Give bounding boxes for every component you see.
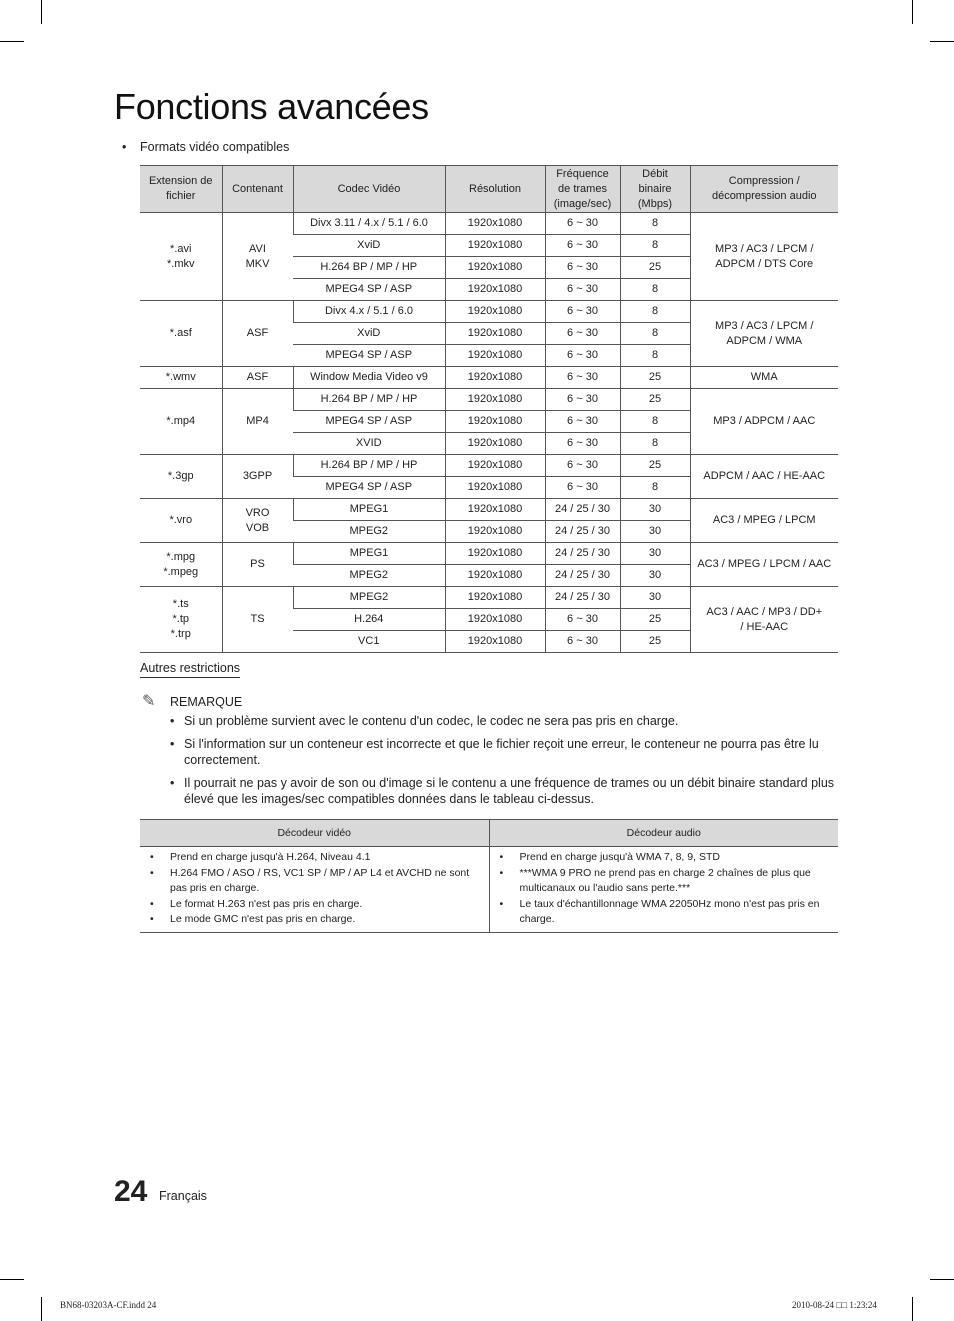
crop-mark [0,41,24,42]
codec-cell: H.264 BP / MP / HP [293,455,445,477]
framerate-cell: 6 ~ 30 [545,477,620,499]
table-row [140,213,838,235]
framerate-cell: 6 ~ 30 [545,411,620,433]
audio-decoder-cell [489,847,838,933]
framerate-cell: 24 / 25 / 30 [545,543,620,565]
bitrate-cell: 25 [620,257,690,279]
resolution-cell: 1920x1080 [445,499,545,521]
audio-cell: WMA [690,367,838,389]
bitrate-cell: 30 [620,499,690,521]
header-framerate: Fréquence de trames (image/sec) [545,166,620,213]
framerate-cell: 6 ~ 30 [545,609,620,631]
codec-cell: MPEG2 [293,587,445,609]
extension-cell: *.wmv [140,367,222,389]
resolution-cell: 1920x1080 [445,521,545,543]
bitrate-cell: 8 [620,323,690,345]
codec-cell: XviD [293,323,445,345]
audio-decoder-header: Décodeur audio [489,820,838,847]
framerate-cell: 6 ~ 30 [545,389,620,411]
header-bitrate: Débit binaire (Mbps) [620,166,690,213]
codec-cell: MPEG1 [293,543,445,565]
codec-cell: MPEG1 [293,499,445,521]
audio-cell: ADPCM / AAC / HE-AAC [690,455,838,499]
framerate-cell: 6 ~ 30 [545,323,620,345]
page-number: 24 [114,1175,148,1208]
codec-cell: MPEG4 SP / ASP [293,411,445,433]
bullet-icon: • [170,736,175,751]
container-cell: 3GPP [222,455,293,499]
container-cell: ASF [222,301,293,367]
codec-cell: Divx 4.x / 5.1 / 6.0 [293,301,445,323]
extension-cell: *.vro [140,499,222,543]
footer-file: BN68-03203A-CF.indd 24 [60,1300,157,1310]
codec-cell: XviD [293,235,445,257]
video-decoder-header: Décodeur vidéo [140,820,489,847]
table-row [140,455,838,477]
resolution-cell: 1920x1080 [445,213,545,235]
list-item: • Prend en charge jusqu'à H.264, Niveau 4.1 [150,850,489,866]
remarque-heading [142,691,242,711]
bitrate-cell: 8 [620,477,690,499]
page-title: Fonctions avancées [114,86,429,127]
crop-mark [0,1279,24,1280]
framerate-cell: 6 ~ 30 [545,235,620,257]
bitrate-cell: 8 [620,235,690,257]
table-row [140,301,838,323]
resolution-cell: 1920x1080 [445,345,545,367]
list-item: • ***WMA 9 PRO ne prend pas en charge 2 chaînes de plus que multicanaux ou l'audio sans perte.*** [500,866,839,897]
container-cell: VRO VOB [222,499,293,543]
list-item: • Le format H.263 n'est pas pris en charge. [150,897,489,913]
resolution-cell: 1920x1080 [445,367,545,389]
bitrate-cell: 8 [620,345,690,367]
autres-restrictions-heading: Autres restrictions [140,661,240,678]
decoder-row [140,847,838,933]
extension-cell: *.ts *.tp *.trp [140,587,222,653]
container-cell: TS [222,587,293,653]
bitrate-cell: 25 [620,631,690,653]
resolution-cell: 1920x1080 [445,543,545,565]
framerate-cell: 6 ~ 30 [545,367,620,389]
header-extension: Extension de fichier [140,166,222,213]
codec-cell: XVID [293,433,445,455]
framerate-cell: 6 ~ 30 [545,279,620,301]
bitrate-cell: 8 [620,411,690,433]
container-cell: AVI MKV [222,213,293,301]
codec-cell: MPEG4 SP / ASP [293,279,445,301]
framerate-cell: 6 ~ 30 [545,345,620,367]
audio-cell: MP3 / ADPCM / AAC [690,389,838,455]
table-header-row [140,166,838,213]
crop-mark [930,41,954,42]
audio-cell: AC3 / AAC / MP3 / DD+ / HE-AAC [690,587,838,653]
bitrate-cell: 25 [620,609,690,631]
table-row [140,543,838,565]
formats-label: Formats vidéo compatibles [140,140,290,154]
audio-decoder-list [490,850,839,928]
container-cell: ASF [222,367,293,389]
crop-mark [912,1297,913,1321]
pencil-note-icon: ✎ [142,693,156,710]
formats-table-body [140,213,838,653]
resolution-cell: 1920x1080 [445,411,545,433]
resolution-cell: 1920x1080 [445,433,545,455]
audio-cell: MP3 / AC3 / LPCM / ADPCM / WMA [690,301,838,367]
resolution-cell: 1920x1080 [445,587,545,609]
resolution-cell: 1920x1080 [445,565,545,587]
video-decoder-list [140,850,489,928]
audio-cell: AC3 / MPEG / LPCM [690,499,838,543]
framerate-cell: 6 ~ 30 [545,631,620,653]
codec-cell: H.264 [293,609,445,631]
bitrate-cell: 30 [620,543,690,565]
container-cell: PS [222,543,293,587]
table-row [140,499,838,521]
bitrate-cell: 25 [620,389,690,411]
framerate-cell: 24 / 25 / 30 [545,565,620,587]
codec-cell: VC1 [293,631,445,653]
resolution-cell: 1920x1080 [445,609,545,631]
codec-cell: Window Media Video v9 [293,367,445,389]
resolution-cell: 1920x1080 [445,455,545,477]
audio-cell: MP3 / AC3 / LPCM / ADPCM / DTS Core [690,213,838,301]
extension-cell: *.mpg *.mpeg [140,543,222,587]
remarque-label: REMARQUE [170,695,243,709]
resolution-cell: 1920x1080 [445,257,545,279]
resolution-cell: 1920x1080 [445,477,545,499]
bitrate-cell: 25 [620,367,690,389]
notes-list [170,713,840,814]
codec-cell: MPEG4 SP / ASP [293,345,445,367]
table-row [140,389,838,411]
extension-cell: *.asf [140,301,222,367]
codec-cell: H.264 BP / MP / HP [293,389,445,411]
resolution-cell: 1920x1080 [445,235,545,257]
codec-cell: MPEG2 [293,521,445,543]
framerate-cell: 6 ~ 30 [545,213,620,235]
resolution-cell: 1920x1080 [445,631,545,653]
codec-cell: H.264 BP / MP / HP [293,257,445,279]
decoder-table [140,819,838,933]
bullet-icon: • [122,140,127,154]
crop-mark [41,1297,42,1321]
bitrate-cell: 8 [620,433,690,455]
framerate-cell: 6 ~ 30 [545,257,620,279]
note-item: • Il pourrait ne pas y avoir de son ou d'image si le contenu a une fréquence de trames ou un débit binaire standard plus élevé que les images/sec compatibles données dans le tableau ci-dessus. [170,775,835,806]
bitrate-cell: 8 [620,301,690,323]
footer-date: 2010-08-24 □□ 1:23:24 [792,1300,877,1310]
bitrate-cell: 8 [620,213,690,235]
bullet-icon: • [170,714,175,728]
page-language: Français [159,1189,207,1203]
codec-cell: MPEG2 [293,565,445,587]
bitrate-cell: 30 [620,521,690,543]
framerate-cell: 6 ~ 30 [545,433,620,455]
framerate-cell: 6 ~ 30 [545,301,620,323]
framerate-cell: 24 / 25 / 30 [545,499,620,521]
video-decoder-cell [140,847,489,933]
codec-cell: Divx 3.11 / 4.x / 5.1 / 6.0 [293,213,445,235]
framerate-cell: 6 ~ 30 [545,455,620,477]
crop-mark [930,1279,954,1280]
framerate-cell: 24 / 25 / 30 [545,587,620,609]
container-cell: MP4 [222,389,293,455]
list-item: • H.264 FMO / ASO / RS, VC1 SP / MP / AP L4 et AVCHD ne sont pas pris en charge. [150,866,489,897]
bitrate-cell: 25 [620,455,690,477]
bitrate-cell: 8 [620,279,690,301]
list-item: • Prend en charge jusqu'à WMA 7, 8, 9, STD [500,850,839,866]
extension-cell: *.avi *.mkv [140,213,222,301]
resolution-cell: 1920x1080 [445,301,545,323]
resolution-cell: 1920x1080 [445,279,545,301]
header-container: Contenant [222,166,293,213]
decoder-header-row [140,820,838,847]
header-codec: Codec Vidéo [293,166,445,213]
audio-cell: AC3 / MPEG / LPCM / AAC [690,543,838,587]
resolution-cell: 1920x1080 [445,389,545,411]
crop-mark [41,0,42,24]
table-row [140,367,838,389]
note-item: • Si l'information sur un conteneur est incorrecte et que le fichier reçoit une erreur, le conteneur ne pourra pas être lu correctement. [170,736,819,767]
note-item: • Si un problème survient avec le contenu d'un codec, le codec ne sera pas pris en charge. [170,714,679,728]
list-item: • Le taux d'échantillonnage WMA 22050Hz mono n'est pas pris en charge. [500,897,839,928]
bitrate-cell: 30 [620,587,690,609]
crop-mark [912,0,913,24]
codec-cell: MPEG4 SP / ASP [293,477,445,499]
list-item: • Le mode GMC n'est pas pris en charge. [150,912,489,928]
table-row [140,587,838,609]
video-formats-table [140,165,838,653]
extension-cell: *.3gp [140,455,222,499]
header-audio: Compression / décompression audio [690,166,838,213]
formats-bullet [122,140,289,154]
framerate-cell: 24 / 25 / 30 [545,521,620,543]
bitrate-cell: 30 [620,565,690,587]
bullet-icon: • [170,775,175,790]
extension-cell: *.mp4 [140,389,222,455]
resolution-cell: 1920x1080 [445,323,545,345]
header-resolution: Résolution [445,166,545,213]
